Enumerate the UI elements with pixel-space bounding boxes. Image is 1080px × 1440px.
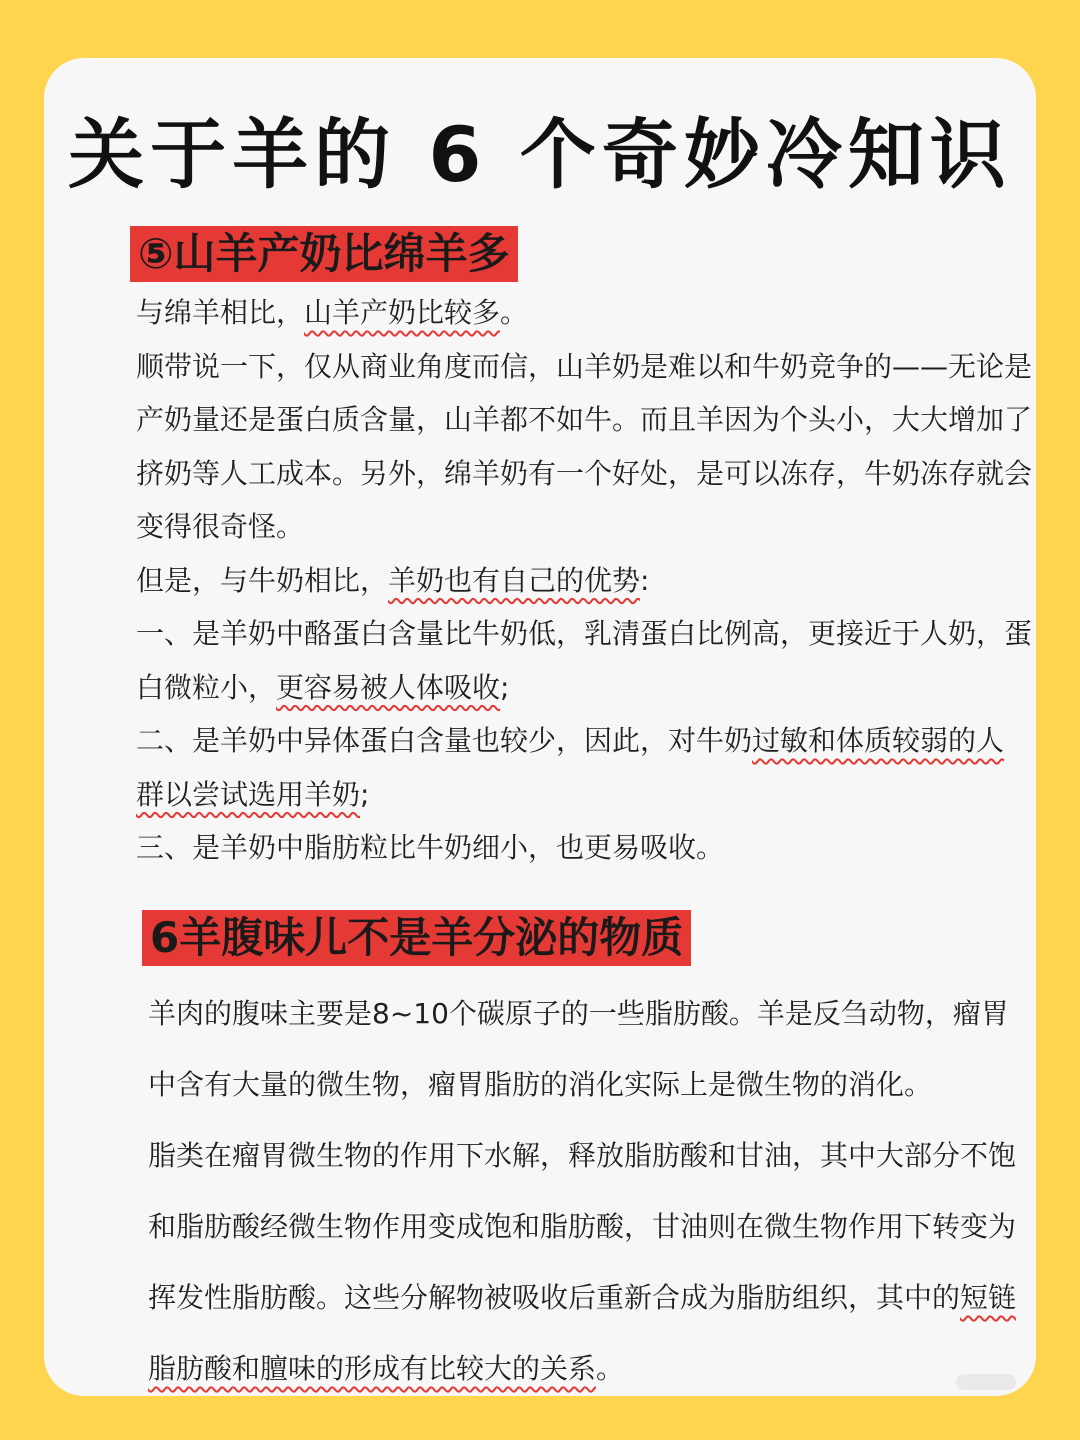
text: 。 <box>500 296 529 329</box>
highlighted-text: 山羊产奶比较多 <box>304 296 501 329</box>
section-5-point-3: 三、是羊奶中脂肪粒比牛奶细小，也更易吸收。 <box>136 831 725 864</box>
text: ; <box>500 670 510 704</box>
section-5-paragraph-2: 顺带说一下，仅从商业角度而信，山羊奶是难以和牛奶竞争的——无论是产奶量还是蛋白质含量，山羊都不如牛。而且羊因为个头小，大大增加了挤奶等人工成本。另外，绵羊奶有一个好处，是可以冻存，牛奶冻存就会变得很奇怪。 <box>136 349 1033 543</box>
section-5-point-1 <box>48 607 1032 714</box>
section-6-paragraph-1: 羊肉的腹味主要是8~10个碳原子的一些脂肪酸。羊是反刍动物，瘤胃中含有大量的微生物，瘤胃脂肪的消化实际上是微生物的消化。 <box>148 997 1009 1101</box>
section-6-heading: 6羊腹味儿不是羊分泌的物质 <box>142 910 691 966</box>
section-5-paragraph-3 <box>48 554 1032 608</box>
text: 一、是羊奶中酪蛋白含量比牛奶低，乳清蛋白比例高，更接近于人奶，蛋白微粒小， <box>136 617 1033 704</box>
watermark <box>956 1374 1016 1390</box>
highlighted-text: 羊奶也有自己的优势 <box>388 563 641 597</box>
section-5-heading: ⑤山羊产奶比绵羊多 <box>130 226 518 282</box>
text: 但是，与牛奶相比， <box>136 563 389 597</box>
page-title: 关于羊的 6 个奇妙冷知识 <box>68 110 1012 199</box>
section-6-paragraph-2 <box>60 1120 1022 1396</box>
section-5-paragraph-1 <box>48 286 1032 340</box>
highlighted-text: 短链脂肪酸和膻味的形成有比较大的关系 <box>148 1281 1017 1385</box>
text: 。 <box>596 1352 625 1385</box>
section-5-point-2 <box>48 714 1032 821</box>
section-5-body <box>48 286 1032 875</box>
section-6-body <box>60 978 1022 1396</box>
highlighted-text: 更容易被人体吸收 <box>276 670 501 704</box>
text: 脂类在瘤胃微生物的作用下水解，释放脂肪酸和甘油，其中大部分不饱和脂肪酸经微生物作用变成饱和脂肪酸，甘油则在微生物作用下转变为挥发性脂肪酸。这些分解物被吸收后重新合成为脂肪组织，其中的 <box>148 1139 1017 1314</box>
highlighted-text: 过敏和体质较弱的人群以尝试选用羊奶 <box>136 724 1005 811</box>
text: ; <box>360 777 370 811</box>
content-card <box>44 58 1036 1396</box>
text: 与绵羊相比， <box>136 296 305 329</box>
text: 二、是羊奶中异体蛋白含量也较少，因此，对牛奶 <box>136 724 753 757</box>
text: : <box>640 563 650 597</box>
